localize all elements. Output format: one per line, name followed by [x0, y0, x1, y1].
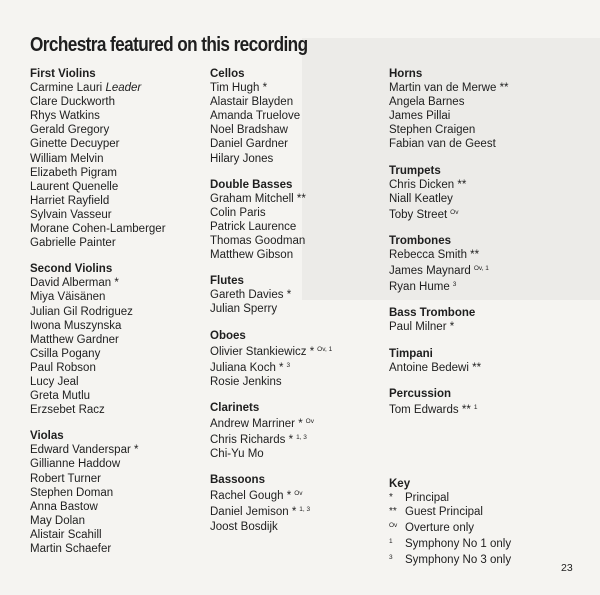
- member-name: Anna Bastow: [30, 500, 98, 513]
- member-name: Rachel Gough *: [210, 490, 292, 503]
- member-row: [30, 389, 205, 403]
- member-row: [30, 290, 205, 304]
- section-heading: Trumpets: [389, 164, 441, 177]
- member-row: [30, 194, 205, 208]
- key-item: [389, 519, 589, 535]
- member-row: [389, 95, 564, 109]
- member-row: [389, 278, 564, 294]
- member-name: William Melvin: [30, 152, 104, 165]
- section: [389, 67, 564, 152]
- member-name: Julian Sperry: [210, 303, 278, 316]
- member-row: [210, 137, 385, 151]
- member-row: [389, 123, 564, 137]
- section: [389, 234, 564, 294]
- page-title: Orchestra featured on this recording: [30, 34, 308, 56]
- member-name: Julian Gil Rodriguez: [30, 305, 133, 318]
- member-name: Andrew Marriner *: [210, 417, 303, 430]
- key-items: [389, 491, 589, 567]
- section-heading: Horns: [389, 68, 423, 80]
- key-item: [389, 535, 589, 551]
- member-row: [210, 152, 385, 166]
- member-row: [210, 248, 385, 262]
- section: [389, 347, 564, 375]
- member-name: Erzsebet Racz: [30, 404, 105, 417]
- member-name: Elizabeth Pigram: [30, 166, 117, 179]
- member-row: [210, 206, 385, 220]
- member-name: Matthew Gardner: [30, 333, 119, 346]
- member-row: [30, 236, 205, 250]
- member-note: 3: [452, 281, 457, 289]
- member-row: [210, 343, 385, 359]
- member-note: Ov: [450, 208, 459, 216]
- member-row: [210, 487, 385, 503]
- member-name: Iwona Muszynska: [30, 319, 122, 332]
- member-row: [30, 542, 205, 556]
- section: [210, 178, 385, 263]
- section-heading: Violas: [30, 430, 64, 443]
- member-name: Daniel Jemison *: [210, 506, 297, 519]
- member-row: [30, 276, 205, 290]
- member-name: Chi-Yu Mo: [210, 448, 264, 461]
- key-symbol: **: [389, 506, 397, 518]
- member-row: [389, 361, 564, 375]
- member-row: [30, 180, 205, 194]
- member-row: [30, 528, 205, 542]
- member-name: Clare Duckworth: [30, 96, 115, 109]
- member-row: [210, 220, 385, 234]
- member-name: Rhys Watkins: [30, 110, 100, 123]
- member-name: James Maynard: [389, 265, 471, 278]
- member-row: [30, 109, 205, 123]
- member-name: Tim Hugh *: [210, 82, 268, 95]
- member-name: Morane Cohen-Lamberger: [30, 223, 166, 236]
- member-row: [210, 192, 385, 206]
- key-item: [389, 551, 589, 567]
- member-row: [30, 222, 205, 236]
- member-row: [30, 319, 205, 333]
- member-row: [210, 109, 385, 123]
- section: [210, 401, 385, 461]
- column-3: [389, 67, 564, 429]
- member-name: Amanda Truelove: [210, 110, 301, 123]
- member-row: [210, 431, 385, 447]
- member-name: Sylvain Vasseur: [30, 208, 112, 221]
- member-row: [30, 152, 205, 166]
- member-row: [389, 81, 564, 95]
- member-note: Ov, 1: [473, 265, 489, 273]
- member-name: David Alberman *: [30, 277, 119, 290]
- member-row: [30, 472, 205, 486]
- member-name: Rosie Jenkins: [210, 375, 282, 388]
- member-name: Ginette Decuyper: [30, 138, 120, 151]
- member-row: [30, 486, 205, 500]
- section: [30, 429, 205, 556]
- section-heading: Bass Trombone: [389, 307, 476, 320]
- member-row: [210, 503, 385, 519]
- member-name: Ryan Hume: [389, 281, 450, 294]
- member-row: [210, 123, 385, 137]
- member-row: [210, 95, 385, 109]
- member-row: [30, 81, 205, 95]
- section: [389, 387, 564, 417]
- member-row: [30, 500, 205, 514]
- section-heading: Bassoons: [210, 474, 265, 487]
- section: [210, 329, 385, 389]
- key-heading: Key: [389, 478, 411, 490]
- member-row: [210, 415, 385, 431]
- section: [210, 67, 385, 166]
- section: [210, 274, 385, 316]
- member-row: [210, 288, 385, 302]
- member-name: Stephen Doman: [30, 486, 114, 499]
- member-name: Chris Dicken **: [389, 178, 467, 191]
- key-symbol: *: [389, 492, 393, 504]
- member-row: [210, 81, 385, 95]
- member-note: 3: [286, 361, 291, 369]
- member-name: Martin van de Merwe **: [389, 82, 509, 95]
- member-name: Noel Bradshaw: [210, 124, 288, 137]
- member-row: [389, 192, 564, 206]
- member-name: James Pillai: [389, 110, 451, 123]
- member-row: [210, 520, 385, 534]
- member-row: [30, 123, 205, 137]
- member-name: Matthew Gibson: [210, 249, 294, 262]
- member-row: [389, 320, 564, 334]
- member-name: Rebecca Smith **: [389, 249, 480, 262]
- member-name: Gerald Gregory: [30, 124, 110, 137]
- key-label: Symphony No 3 only: [405, 554, 512, 567]
- section-heading: Clarinets: [210, 401, 260, 414]
- member-row: [389, 137, 564, 151]
- member-name: Lucy Jeal: [30, 375, 79, 388]
- member-name: Carmine Lauri: [30, 82, 103, 95]
- page-number: 23: [561, 562, 573, 574]
- member-row: [389, 248, 564, 262]
- member-note: Ov: [294, 490, 303, 498]
- member-row: [30, 95, 205, 109]
- key-label: Guest Principal: [405, 506, 483, 519]
- member-name: Tom Edwards **: [389, 403, 471, 416]
- member-name: Colin Paris: [210, 206, 266, 219]
- member-name: Joost Bosdijk: [210, 520, 278, 533]
- member-row: [30, 333, 205, 347]
- member-name: Angela Barnes: [389, 96, 465, 109]
- key-label: Overture only: [405, 522, 475, 535]
- member-note: Ov: [305, 417, 314, 425]
- section: [210, 473, 385, 533]
- member-name: Daniel Gardner: [210, 138, 288, 151]
- member-name: Miya Väisänen: [30, 291, 106, 304]
- key-legend: [389, 477, 589, 568]
- member-name: Juliana Koch *: [210, 361, 284, 374]
- column-2: [210, 67, 385, 546]
- member-name: Antoine Bedewi **: [389, 361, 482, 374]
- member-name: Laurent Quenelle: [30, 180, 119, 193]
- key-label: Symphony No 1 only: [405, 538, 512, 551]
- member-name: Hilary Jones: [210, 152, 274, 165]
- member-name: Robert Turner: [30, 472, 101, 485]
- member-name: Edward Vanderspar *: [30, 444, 139, 457]
- member-row: [210, 234, 385, 248]
- member-row: [389, 262, 564, 278]
- member-row: [30, 347, 205, 361]
- section-heading: Timpani: [389, 347, 433, 360]
- member-name: Gillianne Haddow: [30, 458, 121, 471]
- member-name: Csilla Pogany: [30, 347, 101, 360]
- member-row: [30, 137, 205, 151]
- member-note: 1, 3: [296, 434, 307, 442]
- member-row: [389, 178, 564, 192]
- member-name: Gareth Davies *: [210, 289, 292, 302]
- member-name: Greta Mutlu: [30, 390, 91, 403]
- section-heading: Double Basses: [210, 178, 293, 191]
- member-note: 1: [473, 403, 478, 411]
- section-heading: Percussion: [389, 387, 451, 400]
- member-row: [389, 109, 564, 123]
- member-name: Graham Mitchell **: [210, 192, 306, 205]
- section: [30, 262, 205, 417]
- member-name: Olivier Stankiewicz *: [210, 345, 315, 358]
- member-name: Patrick Laurence: [210, 220, 297, 233]
- member-row: [30, 208, 205, 222]
- member-role: Leader: [105, 82, 142, 95]
- member-name: Paul Robson: [30, 361, 96, 374]
- member-row: [30, 514, 205, 528]
- member-name: Thomas Goodman: [210, 235, 306, 248]
- member-row: [30, 443, 205, 457]
- member-name: Martin Schaefer: [30, 543, 112, 555]
- member-name: Chris Richards *: [210, 434, 294, 447]
- key-symbol: Ov: [389, 522, 398, 530]
- member-name: Fabian van de Geest: [389, 138, 496, 151]
- member-row: [30, 375, 205, 389]
- key-item: [389, 491, 589, 505]
- member-name: Alastair Blayden: [210, 96, 294, 109]
- member-row: [30, 166, 205, 180]
- member-row: [389, 401, 564, 417]
- member-row: [389, 206, 564, 222]
- section-heading: Flutes: [210, 275, 244, 288]
- member-name: Alistair Scahill: [30, 528, 102, 541]
- member-row: [30, 361, 205, 375]
- member-row: [30, 457, 205, 471]
- member-row: [210, 375, 385, 389]
- section-heading: Trombones: [389, 234, 451, 247]
- member-name: Paul Milner *: [389, 321, 455, 334]
- column-1: [30, 67, 205, 568]
- key-label: Principal: [405, 492, 450, 505]
- section: [30, 67, 205, 250]
- section-heading: Second Violins: [30, 263, 113, 276]
- section-heading: Cellos: [210, 68, 245, 80]
- key-symbol: 3: [389, 554, 393, 562]
- key-item: [389, 505, 589, 519]
- key-symbol: 1: [389, 538, 393, 546]
- member-name: Harriet Rayfield: [30, 194, 110, 207]
- member-row: [30, 403, 205, 417]
- member-name: Gabrielle Painter: [30, 237, 116, 250]
- section: [389, 164, 564, 222]
- member-note: 1, 3: [299, 506, 311, 514]
- section-heading: Oboes: [210, 329, 246, 342]
- member-row: [210, 447, 385, 461]
- member-name: Niall Keatley: [389, 192, 453, 205]
- member-note: Ov, 1: [317, 345, 333, 353]
- section: [389, 306, 564, 334]
- member-row: [210, 302, 385, 316]
- member-name: May Dolan: [30, 514, 85, 527]
- member-name: Stephen Craigen: [389, 124, 476, 137]
- member-row: [210, 359, 385, 375]
- section-heading: First Violins: [30, 68, 96, 80]
- member-name: Toby Street: [389, 208, 448, 221]
- member-row: [30, 305, 205, 319]
